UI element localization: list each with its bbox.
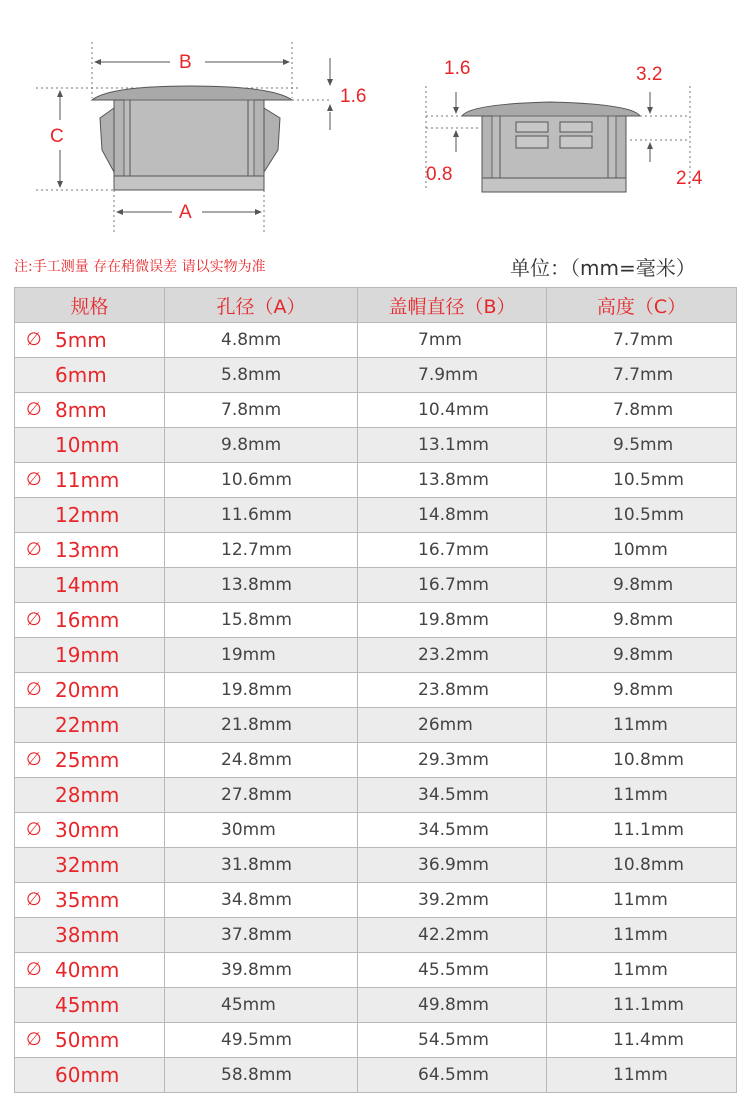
spec-value: 32mm bbox=[55, 853, 120, 877]
header-hole-diameter: 孔径（A） bbox=[165, 288, 358, 323]
label-right-2-4: 2.4 bbox=[676, 168, 703, 189]
diameter-icon: ∅ bbox=[26, 329, 42, 350]
cell-hole-diameter: 34.8mm bbox=[165, 883, 358, 918]
cell-hole-diameter: 45mm bbox=[165, 988, 358, 1023]
cell-cap-diameter: 34.5mm bbox=[358, 778, 547, 813]
cell-spec bbox=[15, 463, 165, 498]
label-a: A bbox=[179, 202, 192, 223]
cell-cap-diameter: 10.4mm bbox=[358, 393, 547, 428]
cell-spec bbox=[15, 638, 165, 673]
table-row bbox=[15, 393, 737, 428]
spec-table bbox=[14, 287, 737, 1093]
cell-spec bbox=[15, 673, 165, 708]
cell-spec bbox=[15, 498, 165, 533]
table-row bbox=[15, 1023, 737, 1058]
cell-spec bbox=[15, 568, 165, 603]
spec-value: 50mm bbox=[55, 1028, 120, 1052]
cell-hole-diameter: 13.8mm bbox=[165, 568, 358, 603]
cell-height: 11.1mm bbox=[547, 988, 737, 1023]
header-cap-diameter: 盖帽直径（B） bbox=[358, 288, 547, 323]
cell-spec bbox=[15, 848, 165, 883]
table-row bbox=[15, 323, 737, 358]
table-row bbox=[15, 988, 737, 1023]
spec-value: 13mm bbox=[55, 538, 120, 562]
cell-cap-diameter: 64.5mm bbox=[358, 1058, 547, 1093]
cell-cap-diameter: 34.5mm bbox=[358, 813, 547, 848]
spec-value: 19mm bbox=[55, 643, 120, 667]
table-row bbox=[15, 813, 737, 848]
cell-spec bbox=[15, 533, 165, 568]
cell-cap-diameter: 42.2mm bbox=[358, 918, 547, 953]
cell-cap-diameter: 19.8mm bbox=[358, 603, 547, 638]
table-row bbox=[15, 603, 737, 638]
spec-value: 38mm bbox=[55, 923, 120, 947]
cell-hole-diameter: 9.8mm bbox=[165, 428, 358, 463]
cell-height: 9.8mm bbox=[547, 638, 737, 673]
right-plug-diagram bbox=[426, 86, 690, 192]
cell-height: 9.5mm bbox=[547, 428, 737, 463]
cell-hole-diameter: 37.8mm bbox=[165, 918, 358, 953]
cell-height: 7.8mm bbox=[547, 393, 737, 428]
spec-value: 60mm bbox=[55, 1063, 120, 1087]
label-b: B bbox=[179, 52, 192, 73]
cell-spec bbox=[15, 603, 165, 638]
cell-hole-diameter: 21.8mm bbox=[165, 708, 358, 743]
dimension-diagrams bbox=[0, 0, 750, 245]
cell-hole-diameter: 31.8mm bbox=[165, 848, 358, 883]
measurement-note: 注:手工测量 存在稍微误差 请以实物为准 bbox=[14, 259, 266, 275]
diameter-icon: ∅ bbox=[26, 539, 42, 560]
cell-height: 9.8mm bbox=[547, 603, 737, 638]
cell-spec bbox=[15, 393, 165, 428]
spec-value: 28mm bbox=[55, 783, 120, 807]
spec-value: 12mm bbox=[55, 503, 120, 527]
cell-height: 7.7mm bbox=[547, 323, 737, 358]
table-row bbox=[15, 638, 737, 673]
label-cap-thickness: 1.6 bbox=[340, 86, 367, 107]
cell-hole-diameter: 12.7mm bbox=[165, 533, 358, 568]
diameter-icon: ∅ bbox=[26, 959, 42, 980]
cell-cap-diameter: 13.1mm bbox=[358, 428, 547, 463]
table-row bbox=[15, 428, 737, 463]
label-right-0-8: 0.8 bbox=[426, 164, 453, 185]
cell-height: 11mm bbox=[547, 778, 737, 813]
spec-value: 35mm bbox=[55, 888, 120, 912]
cell-cap-diameter: 54.5mm bbox=[358, 1023, 547, 1058]
spec-value: 14mm bbox=[55, 573, 120, 597]
cell-spec bbox=[15, 953, 165, 988]
diameter-icon: ∅ bbox=[26, 399, 42, 420]
cell-spec bbox=[15, 918, 165, 953]
cell-height: 11mm bbox=[547, 918, 737, 953]
cell-hole-diameter: 10.6mm bbox=[165, 463, 358, 498]
diameter-icon: ∅ bbox=[26, 679, 42, 700]
cell-hole-diameter: 19mm bbox=[165, 638, 358, 673]
cell-hole-diameter: 15.8mm bbox=[165, 603, 358, 638]
cell-spec bbox=[15, 988, 165, 1023]
label-c: C bbox=[50, 126, 64, 147]
cell-height: 11mm bbox=[547, 883, 737, 918]
cell-spec bbox=[15, 883, 165, 918]
cell-spec bbox=[15, 743, 165, 778]
table-row bbox=[15, 953, 737, 988]
cell-spec bbox=[15, 1058, 165, 1093]
cell-spec bbox=[15, 358, 165, 393]
cell-height: 10.5mm bbox=[547, 463, 737, 498]
cell-cap-diameter: 13.8mm bbox=[358, 463, 547, 498]
cell-hole-diameter: 27.8mm bbox=[165, 778, 358, 813]
cell-height: 10.8mm bbox=[547, 743, 737, 778]
label-right-3-2: 3.2 bbox=[636, 64, 663, 85]
cell-cap-diameter: 29.3mm bbox=[358, 743, 547, 778]
cell-cap-diameter: 16.7mm bbox=[358, 568, 547, 603]
spec-value: 5mm bbox=[55, 328, 107, 352]
cell-hole-diameter: 7.8mm bbox=[165, 393, 358, 428]
cell-hole-diameter: 4.8mm bbox=[165, 323, 358, 358]
cell-height: 9.8mm bbox=[547, 673, 737, 708]
spec-value: 30mm bbox=[55, 818, 120, 842]
table-row bbox=[15, 778, 737, 813]
cell-cap-diameter: 16.7mm bbox=[358, 533, 547, 568]
cell-hole-diameter: 5.8mm bbox=[165, 358, 358, 393]
cell-spec bbox=[15, 1023, 165, 1058]
table-row bbox=[15, 918, 737, 953]
spec-value: 25mm bbox=[55, 748, 120, 772]
cell-hole-diameter: 30mm bbox=[165, 813, 358, 848]
cell-height: 9.8mm bbox=[547, 568, 737, 603]
table-row bbox=[15, 1058, 737, 1093]
cell-cap-diameter: 36.9mm bbox=[358, 848, 547, 883]
cell-height: 7.7mm bbox=[547, 358, 737, 393]
cell-height: 11mm bbox=[547, 953, 737, 988]
table-row bbox=[15, 463, 737, 498]
spec-value: 11mm bbox=[55, 468, 120, 492]
cell-height: 10.5mm bbox=[547, 498, 737, 533]
table-row bbox=[15, 568, 737, 603]
table-row bbox=[15, 883, 737, 918]
table-header-row bbox=[15, 288, 737, 323]
table-row bbox=[15, 673, 737, 708]
cell-cap-diameter: 39.2mm bbox=[358, 883, 547, 918]
cell-cap-diameter: 23.8mm bbox=[358, 673, 547, 708]
cell-hole-diameter: 19.8mm bbox=[165, 673, 358, 708]
cell-cap-diameter: 23.2mm bbox=[358, 638, 547, 673]
cell-cap-diameter: 45.5mm bbox=[358, 953, 547, 988]
cell-height: 11.1mm bbox=[547, 813, 737, 848]
cell-cap-diameter: 49.8mm bbox=[358, 988, 547, 1023]
spec-value: 6mm bbox=[55, 363, 107, 387]
cell-hole-diameter: 11.6mm bbox=[165, 498, 358, 533]
spec-value: 10mm bbox=[55, 433, 120, 457]
diameter-icon: ∅ bbox=[26, 819, 42, 840]
cell-spec bbox=[15, 708, 165, 743]
cell-spec bbox=[15, 428, 165, 463]
cell-cap-diameter: 7mm bbox=[358, 323, 547, 358]
cell-cap-diameter: 14.8mm bbox=[358, 498, 547, 533]
cell-spec bbox=[15, 778, 165, 813]
table-row bbox=[15, 708, 737, 743]
label-right-1-6: 1.6 bbox=[444, 58, 471, 79]
cell-height: 10mm bbox=[547, 533, 737, 568]
cell-height: 11mm bbox=[547, 708, 737, 743]
cell-height: 11.4mm bbox=[547, 1023, 737, 1058]
diameter-icon: ∅ bbox=[26, 889, 42, 910]
cell-height: 11mm bbox=[547, 1058, 737, 1093]
spec-value: 45mm bbox=[55, 993, 120, 1017]
plug-diagrams-svg bbox=[0, 0, 750, 245]
table-row bbox=[15, 358, 737, 393]
cell-cap-diameter: 7.9mm bbox=[358, 358, 547, 393]
unit-label: 单位：（mm=毫米） bbox=[510, 256, 696, 280]
spec-value: 20mm bbox=[55, 678, 120, 702]
table-row bbox=[15, 533, 737, 568]
cell-hole-diameter: 49.5mm bbox=[165, 1023, 358, 1058]
cell-spec bbox=[15, 813, 165, 848]
diameter-icon: ∅ bbox=[26, 609, 42, 630]
cell-cap-diameter: 26mm bbox=[358, 708, 547, 743]
cell-height: 10.8mm bbox=[547, 848, 737, 883]
header-spec: 规格 bbox=[15, 288, 165, 323]
spec-value: 40mm bbox=[55, 958, 120, 982]
table-row bbox=[15, 743, 737, 778]
spec-value: 16mm bbox=[55, 608, 120, 632]
spec-value: 8mm bbox=[55, 398, 107, 422]
diameter-icon: ∅ bbox=[26, 1029, 42, 1050]
table-body bbox=[15, 323, 737, 1093]
table-row bbox=[15, 498, 737, 533]
spec-value: 22mm bbox=[55, 713, 120, 737]
cell-spec bbox=[15, 323, 165, 358]
cell-hole-diameter: 39.8mm bbox=[165, 953, 358, 988]
diameter-icon: ∅ bbox=[26, 469, 42, 490]
table-row bbox=[15, 848, 737, 883]
cell-hole-diameter: 24.8mm bbox=[165, 743, 358, 778]
cell-hole-diameter: 58.8mm bbox=[165, 1058, 358, 1093]
diameter-icon: ∅ bbox=[26, 749, 42, 770]
header-height: 高度（C） bbox=[547, 288, 737, 323]
